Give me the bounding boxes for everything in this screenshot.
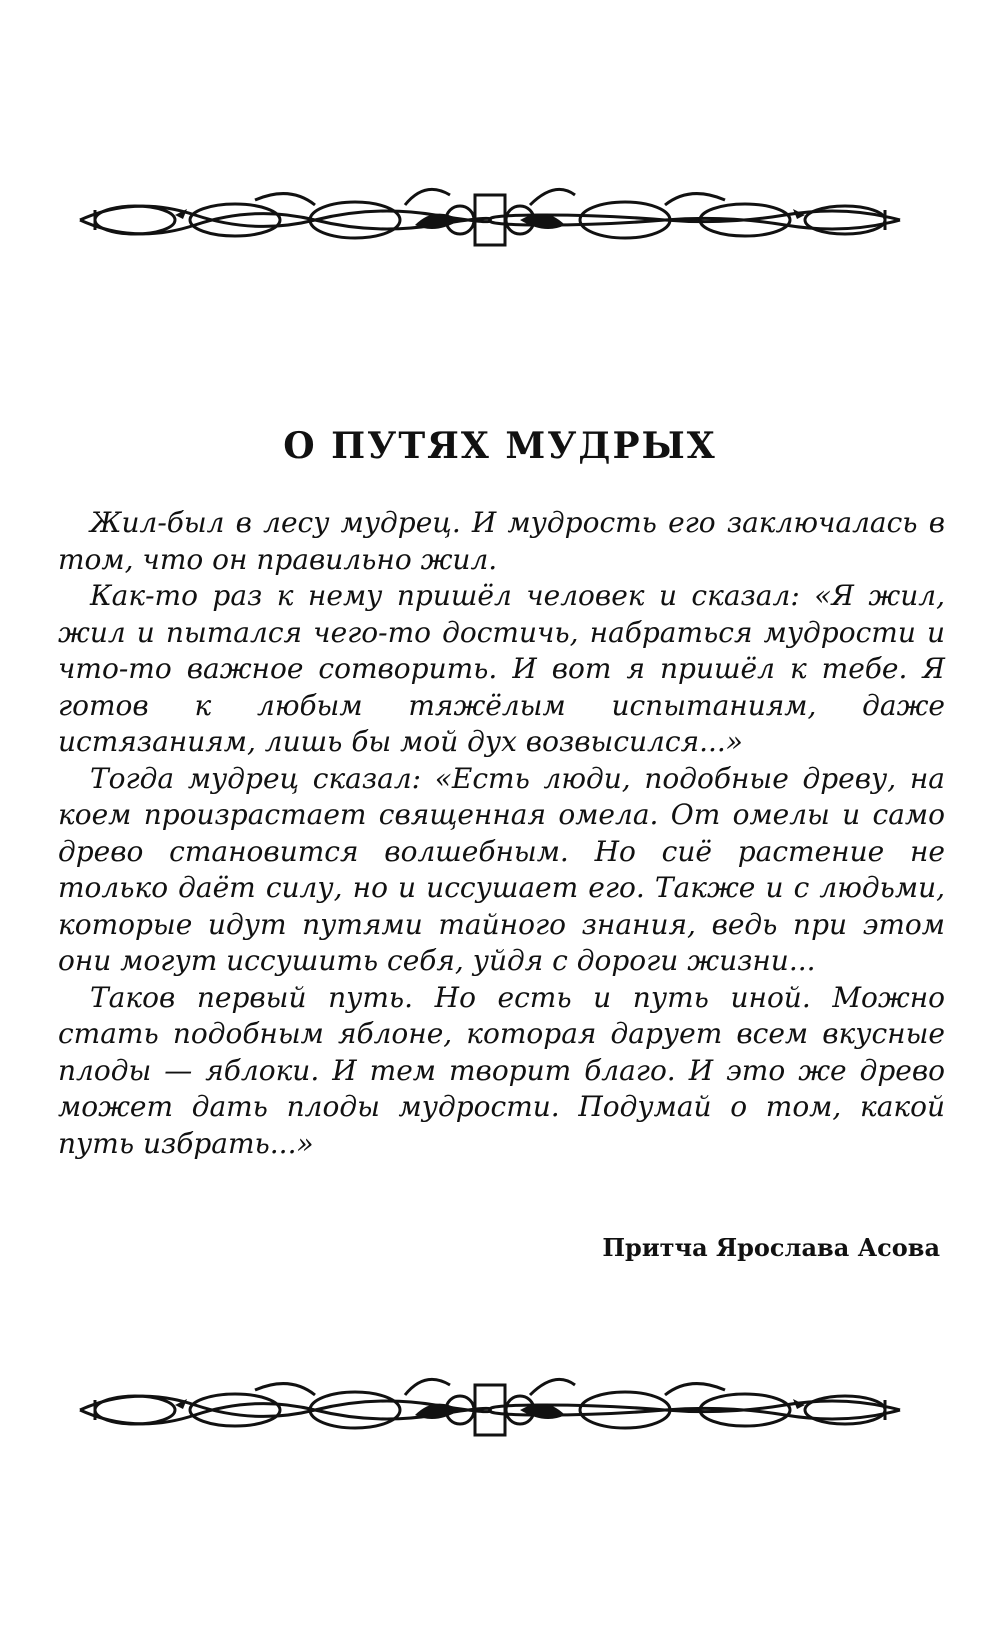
page-title: О ПУТЯХ МУДРЫХ	[283, 425, 717, 467]
top-ornament-border	[75, 175, 905, 265]
paragraph: Таков первый путь. Но есть и путь иной. Можно стать подобным яблоне, которая дарует всем вкусные плоды — яблоки. И тем творит благо. И это же древо может дать плоды мудрости. Подумай о том, какой путь избрать...»	[58, 980, 945, 1160]
paragraph: Жил-был в лесу мудрец. И мудрость его заключалась в том, что он правильно жил.	[58, 506, 945, 576]
attribution: Притча Ярослава Асова	[602, 1233, 940, 1262]
paragraph: Как-то раз к нему пришёл человек и сказал: «Я жил, жил и пытался чего-то достичь, набраться мудрости и что-то важное сотворить. И вот я пришёл к тебе. Я готов к любым тяжёлым испытаниям, даже истязаниям, лишь бы мой дух возвысился...»	[58, 579, 945, 758]
celtic-knot-icon	[75, 175, 905, 265]
paragraph: Тогда мудрец сказал: «Есть люди, подобные древу, на коем произрастает священная омела. От омелы и само древо становится волшебным. Но сиё растение не только даёт силу, но и иссушает его. Также и с людьми, которые идут путями тайного знания, ведь при этом они могут иссушить себя, уйдя с дороги жизни...	[58, 761, 945, 977]
parable-text	[58, 505, 945, 1162]
bottom-ornament-border	[75, 1365, 905, 1455]
celtic-knot-icon	[75, 1365, 905, 1455]
